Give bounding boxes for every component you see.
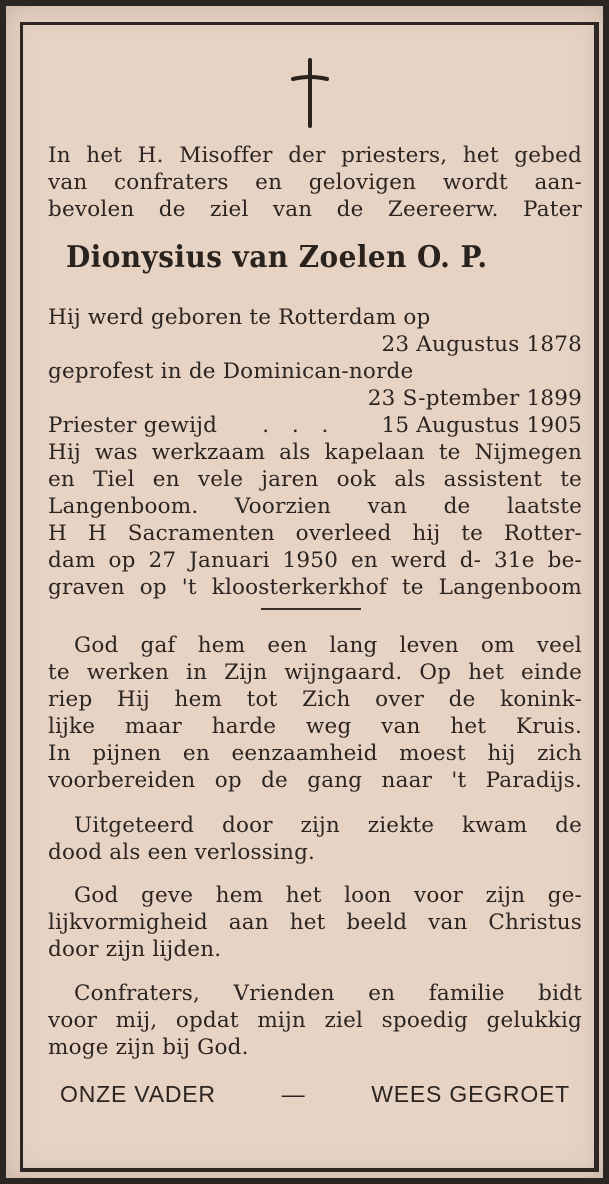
divider xyxy=(261,608,361,610)
paragraph-line: God geve hem het loon voor zijn ge- xyxy=(74,883,582,908)
paragraph-line: voorbereiden op de gang naar 't Paradijs. xyxy=(48,768,582,793)
paragraph-line: lijke maar harde weg van het Kruis. xyxy=(48,714,582,739)
paragraph-line: door zijn lijden. xyxy=(48,937,222,962)
paragraph-line: Confraters, Vrienden en familie bidt xyxy=(74,981,582,1006)
biography xyxy=(48,304,582,601)
career-line: dam op 27 Januari 1950 en werd d- 31e be- xyxy=(48,548,582,573)
paragraph-life xyxy=(48,632,582,794)
deceased-name: Dionysius van Zoelen O. P. xyxy=(66,240,488,275)
intro-line: van confraters en gelovigen wordt aan- xyxy=(48,170,582,195)
paragraph-line: Uitgeteerd door zijn ziekte kwam de xyxy=(74,813,582,838)
professed-date: 23 S-ptember 1899 xyxy=(367,386,582,411)
professed-line: geprofest in de Dominican-norde xyxy=(48,359,414,384)
memorial-card xyxy=(6,6,603,1178)
career-line: en Tiel en vele jaren ook als assistent te xyxy=(48,467,582,492)
prayer-hail-mary: WEES GEGROET xyxy=(371,1081,570,1107)
prayer-line xyxy=(60,1081,570,1108)
born-line: Hij werd geboren te Rotterdam op xyxy=(48,305,431,330)
paragraph-line: moge zijn bij God. xyxy=(48,1035,249,1060)
ordained-dots: . . . xyxy=(262,413,337,438)
paragraph-request xyxy=(48,980,582,1061)
intro-line: bevolen de ziel van de Zeereerw. Pater xyxy=(48,197,582,222)
paragraph-death xyxy=(48,812,582,866)
ordained-date: 15 Augustus 1905 xyxy=(381,413,582,438)
ordained-label: Priester gewijd xyxy=(48,413,218,438)
paragraph-line: te werken in Zijn wijngaard. Op het einde xyxy=(48,660,582,685)
paragraph-line: dood als een verlossing. xyxy=(48,840,316,865)
paragraph-line: voor mij, opdat mijn ziel spoedig gelukkig xyxy=(48,1008,582,1033)
career-line: H H Sacramenten overleed hij te Rotter- xyxy=(48,521,582,546)
cross-icon xyxy=(288,58,332,128)
prayer-our-father: ONZE VADER xyxy=(60,1081,216,1107)
paragraph-line: lijkvormigheid aan het beeld van Christus xyxy=(48,910,582,935)
intro-text xyxy=(48,142,582,223)
career-line: graven op 't kloosterkerkhof te Langenboom xyxy=(48,575,582,600)
prayer-separator: — xyxy=(281,1081,306,1107)
paragraph-line: In pijnen en eenzaamheid moest hij zich xyxy=(48,741,582,766)
paragraph-reward xyxy=(48,882,582,963)
paragraph-line: riep Hij hem tot Zich over de konink- xyxy=(48,687,582,712)
paragraph-line: God gaf hem een lang leven om veel xyxy=(74,633,582,658)
ordained-row xyxy=(48,412,582,439)
career-line: Langenboom. Voorzien van de laatste xyxy=(48,494,582,519)
career-line: Hij was werkzaam als kapelaan te Nijmegen xyxy=(48,440,582,465)
intro-line: In het H. Misoffer der priesters, het gebed xyxy=(48,143,582,168)
born-date: 23 Augustus 1878 xyxy=(381,332,582,357)
